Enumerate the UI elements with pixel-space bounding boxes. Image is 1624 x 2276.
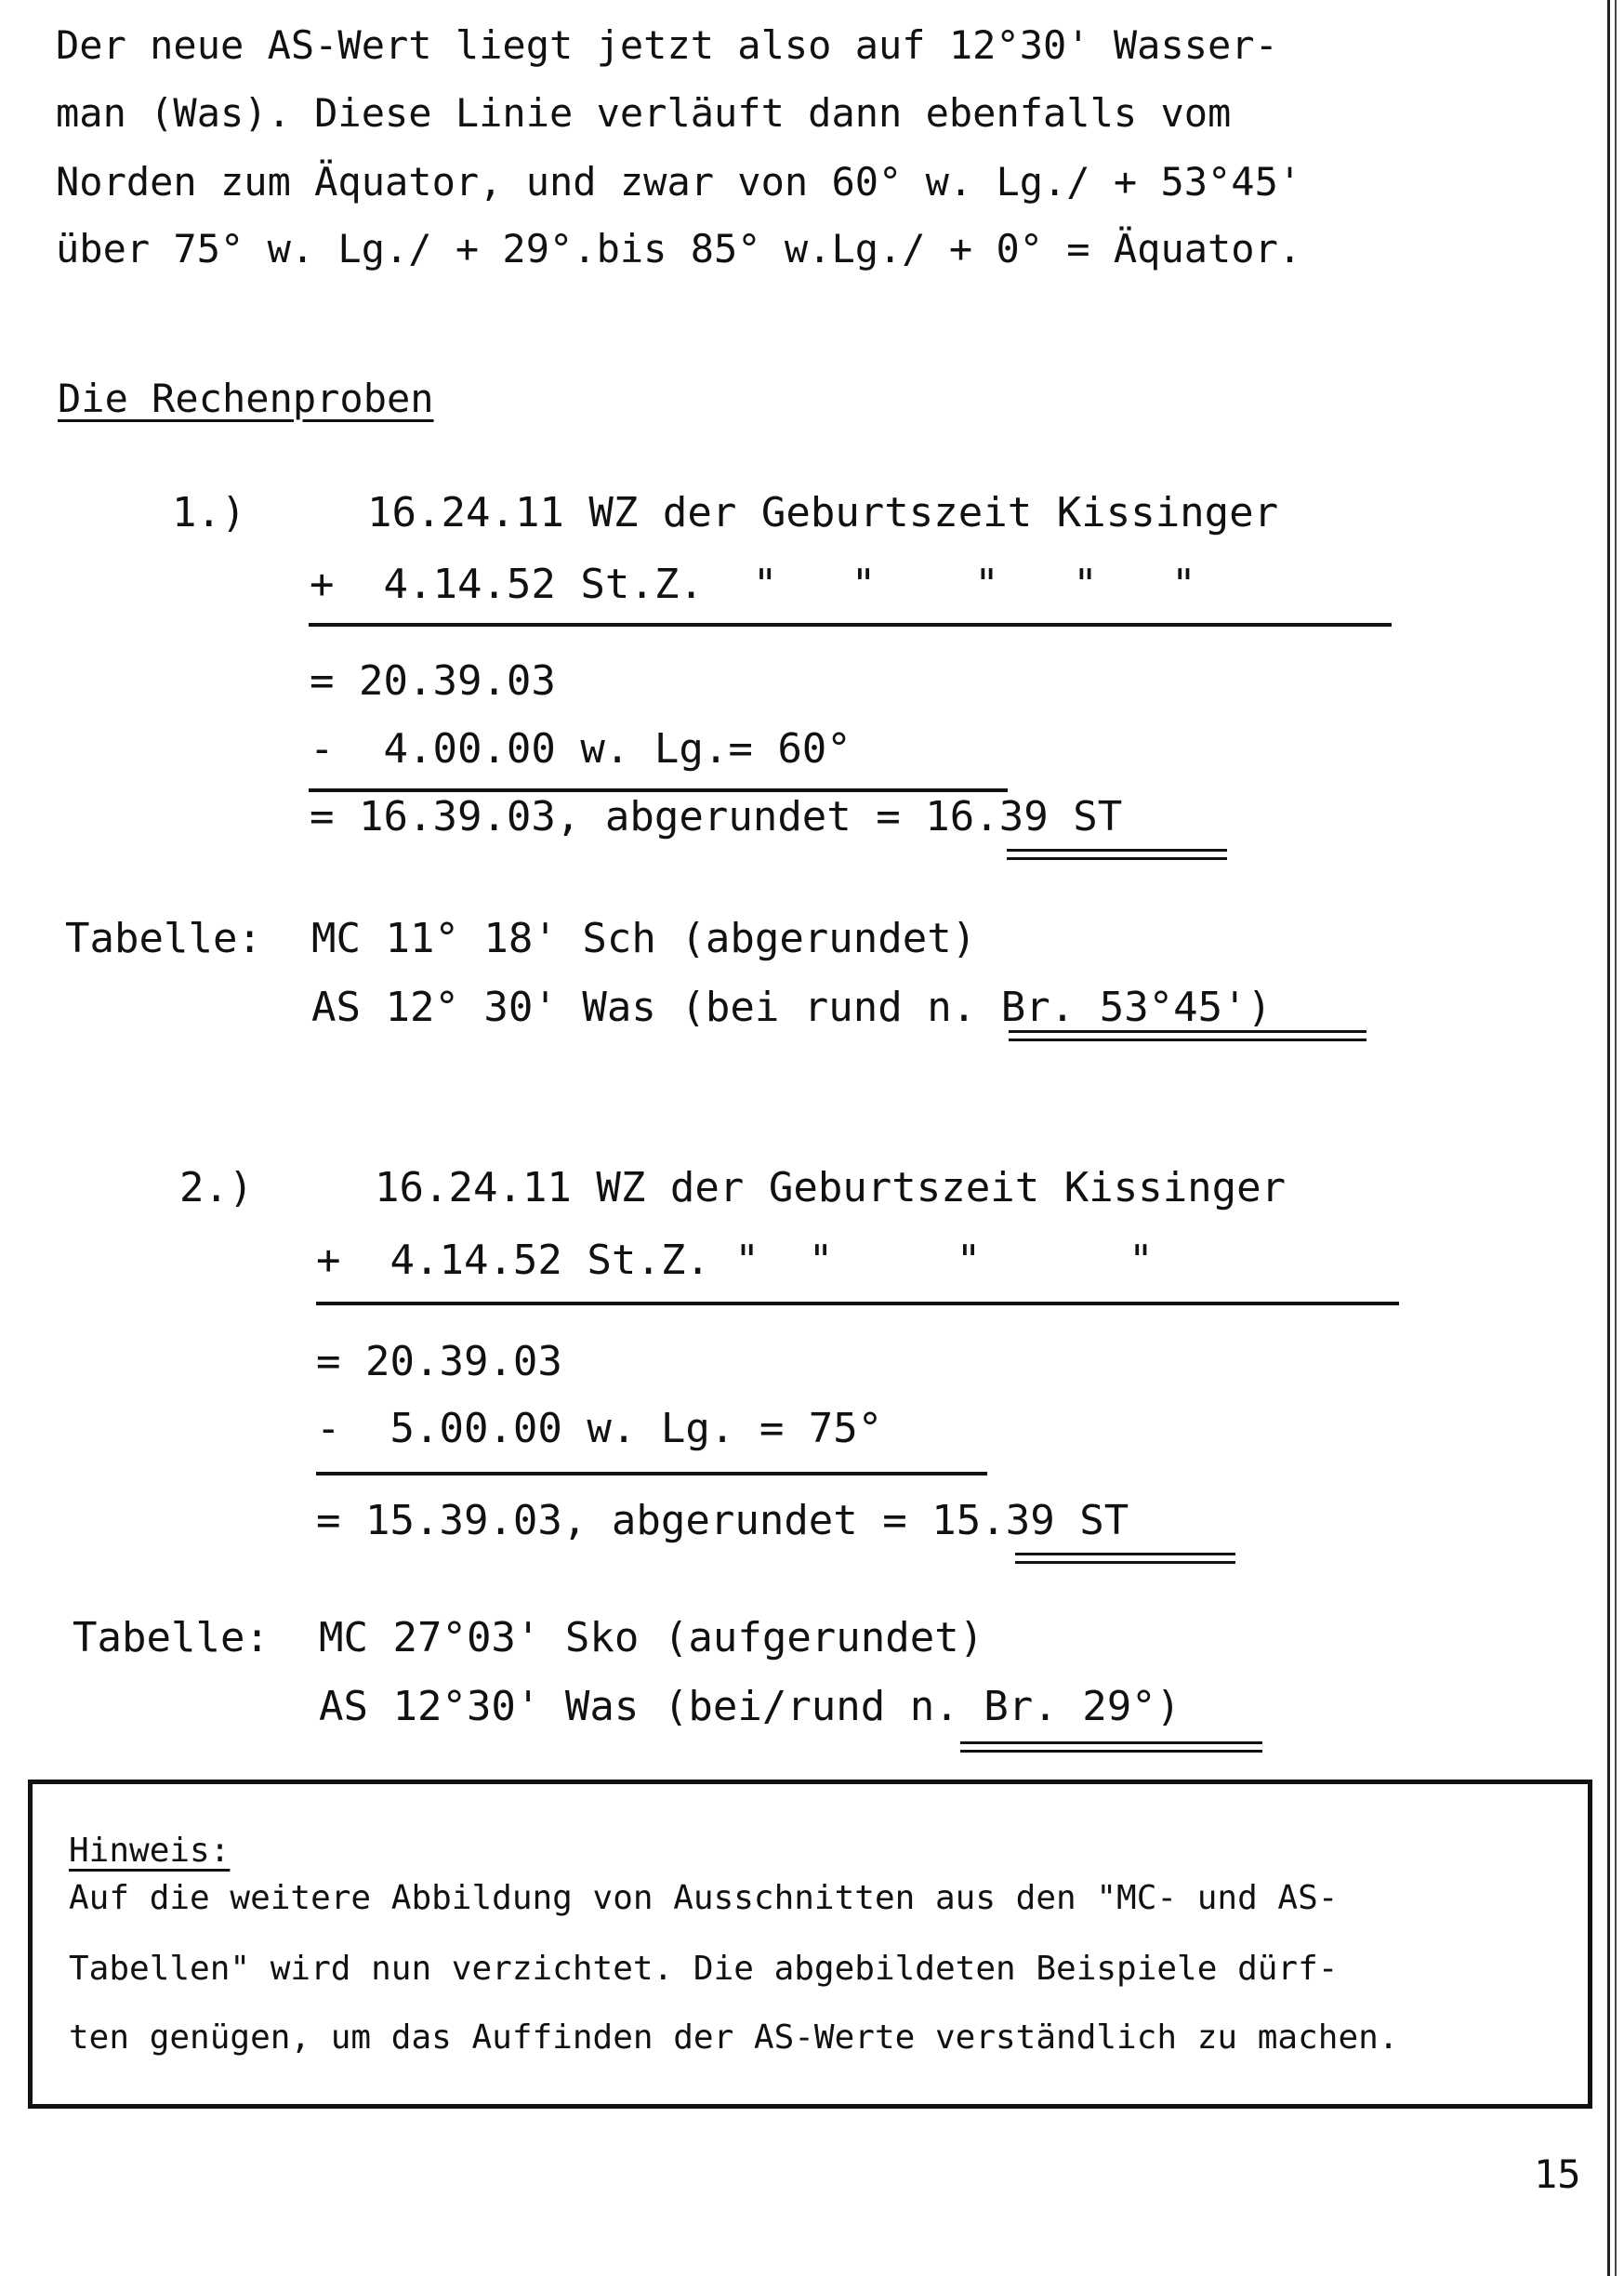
calc1-diff-rule: [309, 788, 1008, 792]
calc2-result-double-underline: [1015, 1553, 1235, 1564]
calc1-as-latitude: n. Br. 53°45': [927, 984, 1248, 1031]
calc2-number: 2.): [179, 1164, 254, 1211]
calc2-diff-rule: [316, 1472, 987, 1475]
calc1-table-label: Tabelle:: [65, 915, 262, 962]
calc1-line4: - 4.00.00 w. Lg.= 60°: [310, 725, 852, 773]
calc1-line3: = 20.39.03: [310, 657, 556, 705]
calc2-line3: = 20.39.03: [316, 1338, 562, 1385]
calc2-as: [319, 1683, 1182, 1730]
calc2-line1: 16.24.11 WZ der Geburtszeit Kissinger: [375, 1164, 1287, 1211]
calc2-as-close: ): [1155, 1683, 1182, 1730]
calc1-result: 16.39 ST: [925, 793, 1123, 840]
calc2-as-latitude: n. Br. 29°: [909, 1683, 1156, 1730]
calc1-as-text: AS 12° 30' Was (bei rund: [311, 984, 928, 1031]
note-line-3: ten genügen, um das Auffinden der AS-Werte verständlich zu machen.: [69, 2018, 1399, 2057]
calc1-latitude-double-underline: [1009, 1030, 1367, 1041]
calc2-table-label: Tabelle:: [73, 1614, 270, 1661]
note-line-1: Auf die weitere Abbildung von Ausschnitten aus den "MC- und AS-: [69, 1879, 1339, 1917]
calc1-line2: + 4.14.52 St.Z. " " " " ": [310, 561, 1196, 608]
calc2-line4: - 5.00.00 w. Lg. = 75°: [316, 1405, 883, 1452]
calc2-mc: MC 27°03' Sko (aufgerundet): [319, 1614, 984, 1661]
intro-line-2: man (Was). Diese Linie verläuft dann ebenfalls vom: [56, 90, 1232, 136]
scan-edge-line: [1607, 0, 1610, 2276]
calc1-sum-rule: [309, 623, 1392, 627]
section-title: Die Rechenproben: [58, 376, 434, 421]
intro-line-1: Der neue AS-Wert liegt jetzt also auf 12°30' Wasser-: [56, 22, 1278, 68]
intro-line-3: Norden zum Äquator, und zwar von 60° w. Lg./ + 53°45': [56, 159, 1302, 205]
note-title: Hinweis:: [69, 1832, 231, 1870]
calc2-line5: [316, 1497, 1129, 1544]
page-number: 15: [1534, 2151, 1581, 2197]
intro-line-4: über 75° w. Lg./ + 29°.bis 85° w.Lg./ + 0° = Äquator.: [56, 226, 1302, 271]
calc1-line1: 16.24.11 WZ der Geburtszeit Kissinger: [367, 489, 1279, 536]
calc1-number: 1.): [172, 489, 246, 536]
scan-edge-line-2: [1615, 0, 1617, 2276]
calc1-as-close: ): [1247, 984, 1273, 1031]
calc2-latitude-double-underline: [960, 1741, 1262, 1753]
note-line-2: Tabellen" wird nun verzichtet. Die abgebildeten Beispiele dürf-: [69, 1950, 1339, 1988]
calc2-line2: + 4.14.52 St.Z. " " " ": [316, 1237, 1154, 1284]
calc2-line5-text: = 15.39.03, abgerundet =: [316, 1497, 932, 1544]
calc2-result: 15.39 ST: [931, 1497, 1129, 1544]
calc1-as: [311, 984, 1273, 1031]
note-box: [28, 1780, 1592, 2109]
calc1-line5-text: = 16.39.03, abgerundet =: [310, 793, 926, 840]
calc1-line5: [310, 793, 1123, 840]
calc2-as-text: AS 12°30' Was (bei/rund: [319, 1683, 910, 1730]
calc2-sum-rule: [316, 1302, 1399, 1305]
calc1-mc: MC 11° 18' Sch (abgerundet): [311, 915, 977, 962]
calc1-result-double-underline: [1007, 849, 1227, 860]
